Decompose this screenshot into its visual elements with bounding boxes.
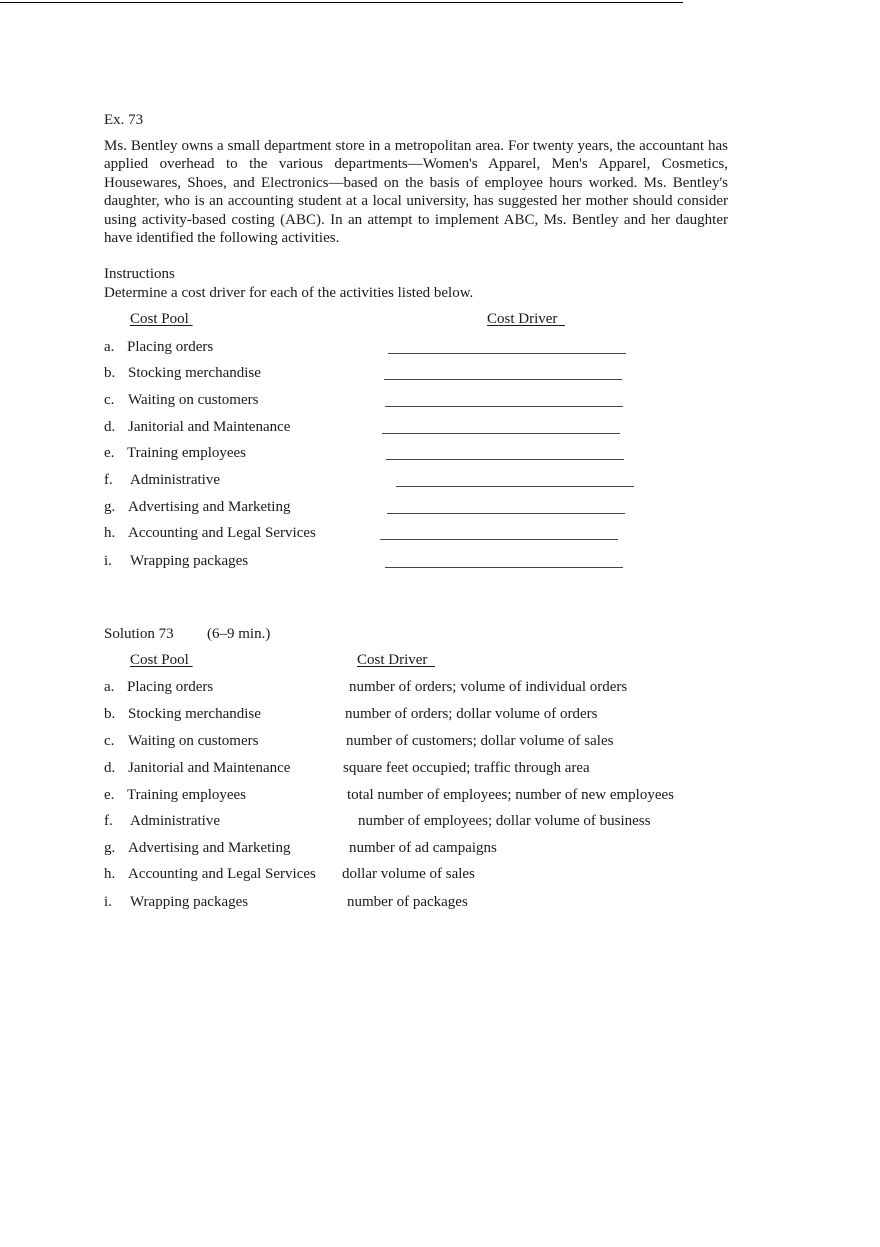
item-cost-pool: Waiting on customers [128, 392, 259, 408]
item-letter: a. [104, 679, 115, 695]
item-letter: i. [104, 894, 112, 910]
solution-col-cost-pool: Cost Pool [130, 652, 193, 668]
item-letter: d. [104, 760, 116, 776]
item-cost-driver: number of orders; volume of individual orders [349, 679, 628, 695]
answer-blank [384, 379, 622, 380]
item-cost-driver: dollar volume of sales [342, 866, 475, 882]
item-letter: c. [104, 392, 115, 408]
exercise-col-cost-pool: Cost Pool [130, 311, 193, 327]
exercise-paragraph: Ms. Bentley owns a small department store in a metropolitan area. For twenty years, the accountant has applied overhead to the various departments—Women's Apparel, Men's Apparel, Cosmetics, Housewares, Shoes, and Electronics—based on the basis of employee hours worked. Ms. Bentley's daughter, who is an accounting student at a local university, has suggested her mother should consider using activity-based costing (ABC). In an attempt to implement ABC, Ms. Bentley and her daughter have identified the following activities. [104, 138, 728, 247]
item-cost-driver: number of ad campaigns [349, 840, 497, 856]
answer-blank [386, 459, 624, 460]
exercise-heading: Ex. 73 [104, 112, 144, 128]
item-letter: f. [104, 472, 113, 488]
solution-col-cost-driver: Cost Driver [357, 652, 435, 668]
answer-blank [382, 433, 620, 434]
item-letter: b. [104, 365, 116, 381]
answer-blank [387, 513, 625, 514]
solution-heading: Solution 73 [104, 626, 174, 642]
item-letter: c. [104, 733, 115, 749]
item-cost-pool: Training employees [127, 787, 247, 803]
item-letter: e. [104, 445, 115, 461]
item-cost-pool: Waiting on customers [128, 733, 259, 749]
item-cost-driver: number of employees; dollar volume of business [358, 813, 651, 829]
item-cost-pool: Accounting and Legal Services [128, 525, 316, 541]
answer-blank [380, 539, 618, 540]
item-cost-pool: Placing orders [127, 339, 214, 355]
item-letter: g. [104, 499, 116, 515]
item-cost-pool: Wrapping packages [130, 894, 249, 910]
item-letter: g. [104, 840, 116, 856]
item-cost-pool: Accounting and Legal Services [128, 866, 316, 882]
answer-blank [385, 406, 623, 407]
item-letter: f. [104, 813, 113, 829]
item-letter: h. [104, 866, 116, 882]
item-letter: b. [104, 706, 116, 722]
answer-blank [396, 486, 634, 487]
item-cost-pool: Advertising and Marketing [128, 499, 291, 515]
item-cost-pool: Stocking merchandise [128, 365, 261, 381]
item-cost-driver: number of customers; dollar volume of sales [346, 733, 614, 749]
item-letter: d. [104, 419, 116, 435]
item-cost-pool: Placing orders [127, 679, 214, 695]
item-cost-driver: square feet occupied; traffic through area [343, 760, 590, 776]
top-rule [0, 2, 683, 3]
item-cost-pool: Administrative [130, 813, 220, 829]
exercise-col-cost-driver: Cost Driver [487, 311, 565, 327]
item-cost-pool: Stocking merchandise [128, 706, 261, 722]
item-cost-driver: number of packages [347, 894, 468, 910]
answer-blank [385, 567, 623, 568]
item-letter: a. [104, 339, 115, 355]
instructions-label: Instructions [104, 266, 175, 282]
item-cost-pool: Wrapping packages [130, 553, 249, 569]
item-letter: e. [104, 787, 115, 803]
item-cost-driver: number of orders; dollar volume of orders [345, 706, 598, 722]
answer-blank [388, 353, 626, 354]
item-letter: i. [104, 553, 112, 569]
item-cost-pool: Janitorial and Maintenance [128, 419, 291, 435]
item-cost-driver: total number of employees; number of new employees [347, 787, 674, 803]
item-cost-pool: Advertising and Marketing [128, 840, 291, 856]
solution-time: (6–9 min.) [207, 626, 271, 642]
item-cost-pool: Administrative [130, 472, 220, 488]
item-cost-pool: Janitorial and Maintenance [128, 760, 291, 776]
item-cost-pool: Training employees [127, 445, 247, 461]
item-letter: h. [104, 525, 116, 541]
instructions-text: Determine a cost driver for each of the activities listed below. [104, 285, 474, 301]
